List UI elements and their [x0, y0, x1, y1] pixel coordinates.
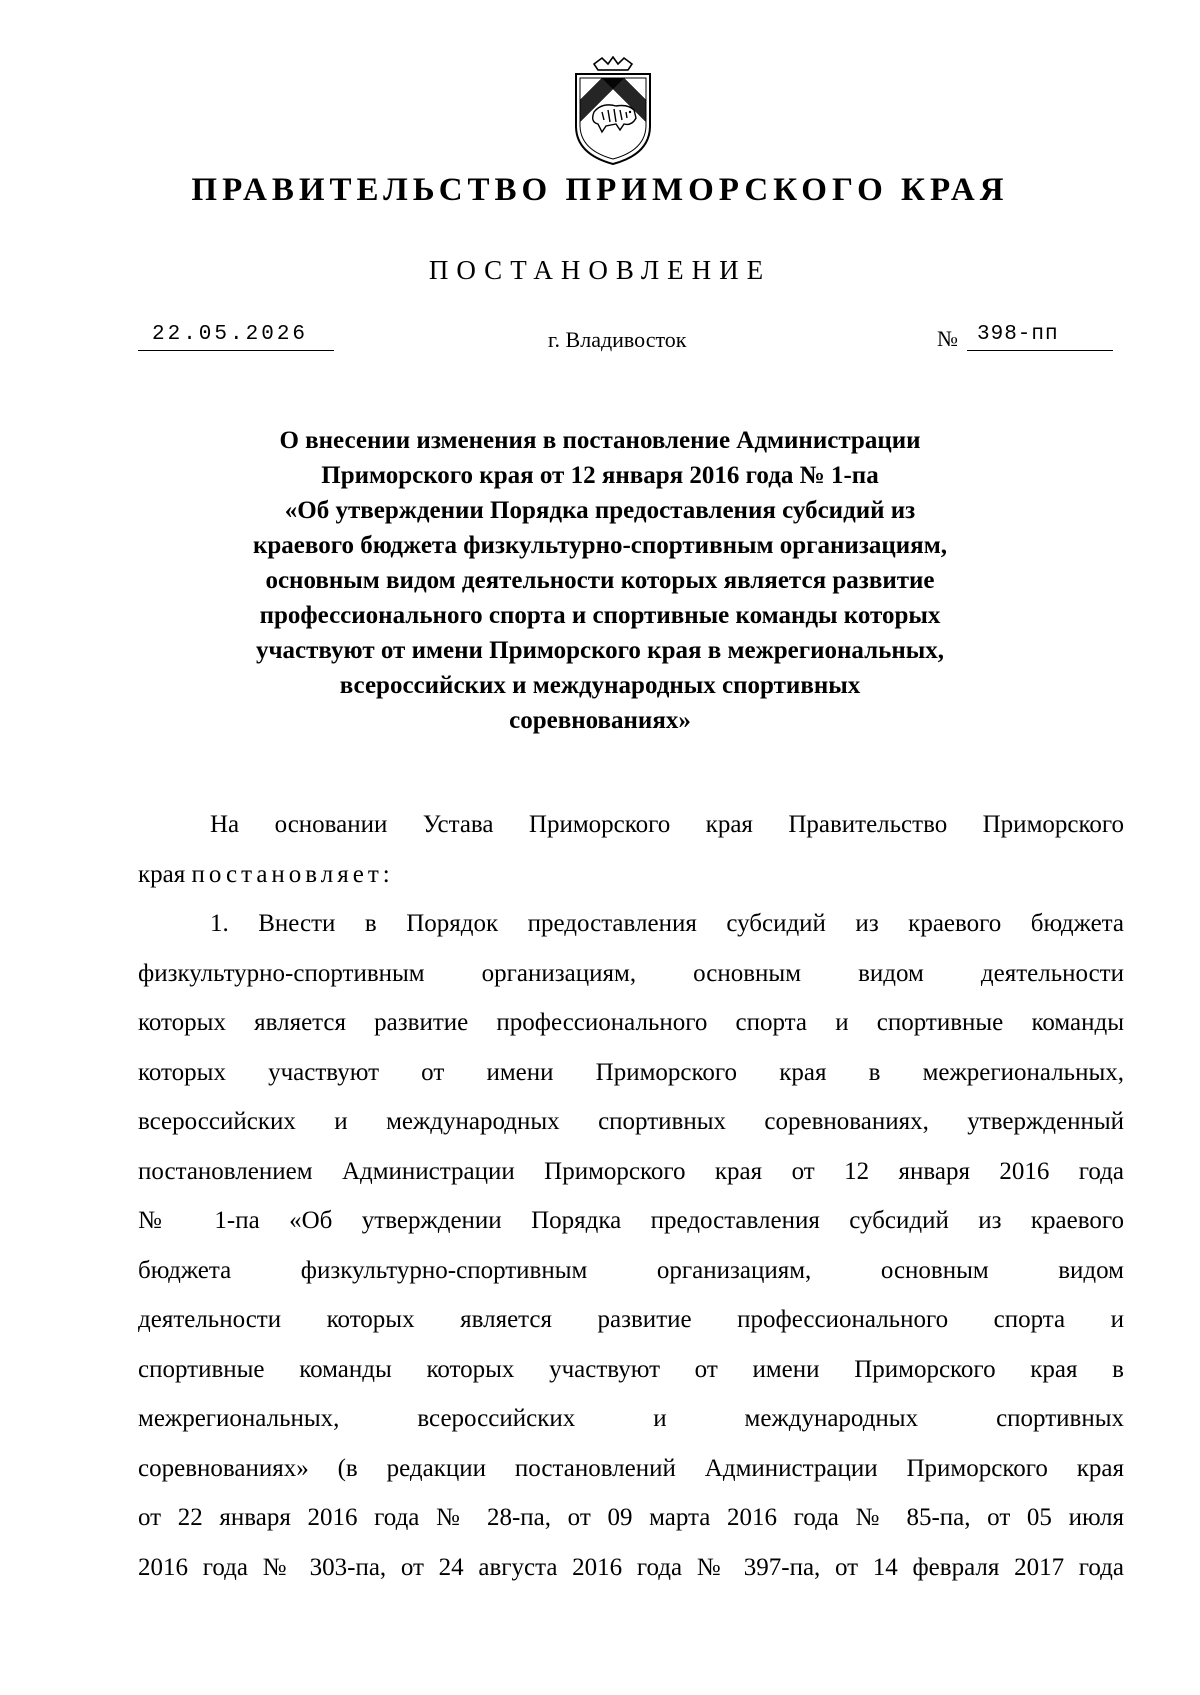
paragraph-line: постановлением Администрации Приморского края от 12 января 2016 года — [138, 1157, 1124, 1185]
subject-line: основным видом деятельности которых является развитие — [265, 567, 935, 594]
paragraph-line: 2016 года № 303-па, от 24 августа 2016 года № 397-па, от 14 февраля 2017 года — [138, 1553, 1124, 1581]
subject-line: всероссийских и международных спортивных — [339, 672, 861, 699]
document-type: ПОСТАНОВЛЕНИЕ — [428, 255, 772, 285]
subject-line: профессионального спорта и спортивные команды которых — [259, 602, 941, 629]
paragraph-line: бюджета физкультурно-спортивным организациям, основным видом — [138, 1256, 1124, 1284]
paragraph-line: № 1-па «Об утверждении Порядка предоставления субсидий из краевого — [138, 1207, 1124, 1234]
subject-line: О внесении изменения в постановление Администрации — [279, 427, 921, 454]
paragraph-line: спортивные команды которых участвуют от имени Приморского края в — [138, 1355, 1124, 1383]
preamble-line — [138, 850, 1124, 900]
preamble-line: На основании Устава Приморского края Правительство Приморского — [210, 811, 1124, 838]
document-body — [138, 800, 1124, 1592]
subject-line: Приморского края от 12 января 2016 года № 1-па — [321, 462, 879, 489]
paragraph-line: физкультурно-спортивным организациям, основным видом деятельности — [138, 959, 1124, 987]
organization-name: ПРАВИТЕЛЬСТВО ПРИМОРСКОГО КРАЯ — [191, 172, 1009, 208]
paragraph-line: которых является развитие профессионального спорта и спортивные команды — [138, 1009, 1124, 1036]
number-sign: № — [937, 326, 958, 351]
resolves-word: постановляет: — [191, 860, 394, 888]
document-city: г. Владивосток — [548, 327, 687, 352]
subject-line: краевого бюджета физкультурно-спортивным организациям, — [252, 532, 947, 559]
coat-of-arms-icon — [572, 56, 654, 166]
subject-line: «Об утверждении Порядка предоставления субсидий из — [284, 497, 916, 524]
paragraph-line: 1. Внести в Порядок предоставления субсидий из краевого бюджета — [210, 910, 1124, 937]
subject-line: участвуют от имени Приморского края в межрегиональных, — [255, 637, 945, 664]
subject-line: соревнованиях» — [509, 707, 691, 734]
paragraph-line: деятельности которых является развитие профессионального спорта и — [138, 1306, 1124, 1333]
paragraph-line: которых участвуют от имени Приморского края в межрегиональных, — [138, 1058, 1124, 1086]
paragraph-line: соревнованиях» (в редакции постановлений Администрации Приморского края — [138, 1454, 1124, 1482]
document-date: 22.05.2026 — [138, 322, 334, 351]
document-number: 398-пп — [967, 322, 1113, 351]
paragraph-line: всероссийских и международных спортивных соревнованиях, утвержденный — [138, 1108, 1124, 1135]
paragraph-line: от 22 января 2016 года № 28-па, от 09 марта 2016 года № 85-па, от 05 июля — [138, 1504, 1124, 1531]
preamble-prefix: края — [138, 860, 186, 888]
document-subject — [190, 423, 1010, 738]
paragraph-line: межрегиональных, всероссийских и международных спортивных — [138, 1405, 1124, 1432]
